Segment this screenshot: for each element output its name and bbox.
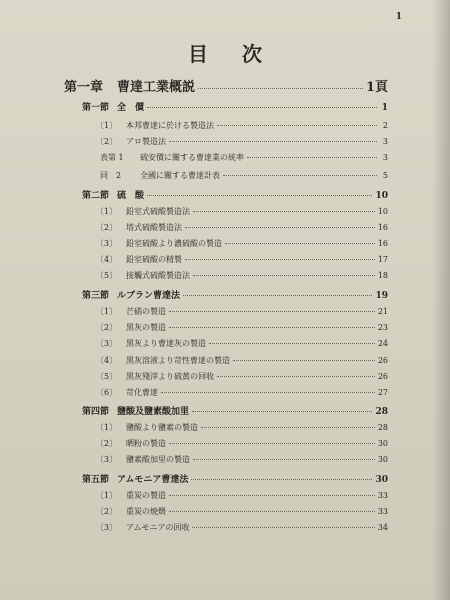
toc-entry-label: 苛化曹達 — [126, 388, 158, 397]
toc-entry-page: 1頁 — [365, 80, 388, 95]
toc-entry-item — [96, 506, 388, 517]
toc-entry-item — [96, 254, 388, 265]
dot-leader — [193, 275, 375, 276]
toc-entry-item — [96, 371, 388, 382]
toc-entry-number: 〔2〕 — [96, 137, 118, 146]
toc-entry-number: 〔1〕 — [96, 491, 118, 500]
toc-entry-item — [96, 222, 388, 233]
toc-entry-item — [96, 238, 388, 249]
toc-entry-label: 晒粉の製造 — [126, 439, 166, 448]
toc-entry-number: 〔1〕 — [96, 307, 118, 316]
toc-entry-label: 硫安價に關する曹達業の統率 — [140, 153, 244, 162]
toc-entry-number: 〔3〕 — [96, 523, 118, 532]
toc-entry-chapter — [64, 76, 388, 95]
toc-entry-page: 16 — [377, 239, 388, 248]
toc-entry-item — [96, 270, 388, 281]
toc-entry-label: ルブラン曹達法 — [117, 291, 181, 301]
dot-leader — [183, 295, 372, 296]
toc-entry-sub — [100, 170, 388, 181]
toc-entry-item — [96, 438, 388, 449]
dot-leader — [191, 479, 372, 480]
toc-entry-page: 3 — [382, 153, 388, 162]
toc-entry-item — [96, 422, 388, 433]
toc-entry-label: 黑灰殘滓より硫黃の回收 — [126, 372, 214, 381]
dot-leader — [192, 411, 372, 412]
toc-entry-page: 18 — [377, 271, 388, 280]
page-title: 目次 — [188, 42, 296, 66]
toc-entry-item — [96, 338, 388, 349]
page-edge-shadow — [432, 0, 450, 600]
toc-entry-number: 第二節 — [82, 191, 110, 201]
toc-entry-page: 33 — [377, 491, 388, 500]
toc-entry-number: 〔2〕 — [96, 439, 118, 448]
toc-entry-number: 〔3〕 — [96, 455, 118, 464]
toc-entry-number: 表第 1 — [100, 153, 124, 162]
toc-entry-page: 30 — [375, 475, 388, 485]
toc-entry-page: 26 — [377, 372, 388, 381]
toc-entry-number: 第一章 — [64, 80, 104, 95]
toc-entry-label: アムモニア曹達法 — [117, 475, 189, 485]
dot-leader — [217, 376, 375, 377]
toc-entry-page: 33 — [377, 507, 388, 516]
toc-entry-number: 〔2〕 — [96, 323, 118, 332]
toc-entry-label: 曹達工業概説 — [117, 80, 196, 95]
toc-entry-page: 26 — [377, 356, 388, 365]
toc-entry-page: 10 — [377, 207, 388, 216]
toc-entry-label: 全 價 — [117, 103, 145, 113]
toc-entry-number: 同 2 — [100, 171, 122, 180]
toc-entry-page: 28 — [377, 423, 388, 432]
toc-entry-number: 〔2〕 — [96, 223, 118, 232]
toc-entry-page: 30 — [377, 439, 388, 448]
toc-entry-page: 17 — [377, 255, 388, 264]
toc-entry-item — [96, 322, 388, 333]
toc-entry-label: 鹽酸より鹽素の製造 — [126, 423, 198, 432]
toc-entry-item — [96, 355, 388, 366]
toc-entry-label: アムモニアの回收 — [126, 523, 190, 532]
toc-entry-label: アロ製造法 — [126, 137, 166, 146]
dot-leader — [169, 141, 377, 142]
toc-entry-page: 30 — [377, 455, 388, 464]
toc-entry-page: 23 — [377, 323, 388, 332]
dot-leader — [161, 392, 375, 393]
toc-entry-section — [82, 404, 388, 417]
toc-entry-number: 〔1〕 — [96, 207, 118, 216]
toc-entry-label: 鉛室硫酸より濃硫酸の製造 — [126, 239, 222, 248]
toc-entry-label: 鉛室硫酸の精製 — [126, 255, 182, 264]
toc-entry-number: 〔5〕 — [96, 372, 118, 381]
toc-entry-section — [82, 288, 388, 301]
dot-leader — [225, 243, 375, 244]
toc-entry-label: 重炭の製造 — [126, 491, 166, 500]
toc-entry-label: 鹽酸及鹽素酸加里 — [117, 407, 190, 417]
toc-entry-page: 19 — [375, 291, 388, 301]
toc-entry-number: 〔1〕 — [96, 121, 118, 130]
dot-leader — [185, 227, 375, 228]
toc-entry-number: 第五節 — [82, 475, 110, 485]
toc-entry-item — [96, 120, 388, 131]
dot-leader — [223, 175, 377, 176]
toc-entry-page: 1 — [381, 103, 388, 113]
toc-entry-page: 24 — [377, 339, 388, 348]
toc-entry-section — [82, 100, 388, 113]
toc-entry-sub — [100, 152, 388, 163]
dot-leader — [198, 88, 363, 89]
dot-leader — [169, 443, 375, 444]
toc-entry-label: 黑灰より曹達灰の製造 — [126, 339, 206, 348]
toc-entry-label: 全國に關する曹達計表 — [140, 171, 220, 180]
toc-entry-page: 21 — [377, 307, 388, 316]
toc-entry-page: 2 — [382, 121, 388, 130]
dot-leader — [169, 495, 375, 496]
dot-leader — [192, 527, 374, 528]
dot-leader — [193, 459, 375, 460]
toc-entry-number: 第三節 — [82, 291, 110, 301]
toc-entry-label: 鉛室式硫酸製造法 — [126, 207, 190, 216]
toc-entry-page: 27 — [377, 388, 388, 397]
toc-entry-page: 5 — [382, 171, 388, 180]
toc-entry-number: 〔4〕 — [96, 356, 118, 365]
dot-leader — [147, 195, 372, 196]
toc-entry-label: 接觸式硫酸製造法 — [126, 271, 190, 280]
toc-entry-item — [96, 490, 388, 501]
toc-entry-label: 芒硝の製造 — [126, 307, 166, 316]
toc-entry-number: 〔2〕 — [96, 507, 118, 516]
page-number: 1 — [395, 12, 402, 22]
dot-leader — [233, 360, 375, 361]
toc-entry-number: 第一節 — [82, 103, 110, 113]
toc-entry-label: 黑灰溶液より苛性曹達の製造 — [126, 356, 230, 365]
toc-entry-item — [96, 387, 388, 398]
toc-entry-page: 16 — [377, 223, 388, 232]
toc-entry-item — [96, 136, 388, 147]
toc-entry-page: 34 — [377, 523, 388, 532]
toc-entry-number: 〔1〕 — [96, 423, 118, 432]
dot-leader — [247, 157, 377, 158]
toc-entry-number: 〔4〕 — [96, 255, 118, 264]
dot-leader — [185, 259, 375, 260]
toc-entry-item — [96, 206, 388, 217]
toc-entry-page: 3 — [382, 137, 388, 146]
toc-entry-item — [96, 306, 388, 317]
dot-leader — [169, 327, 375, 328]
dot-leader — [217, 125, 377, 126]
dot-leader — [169, 311, 375, 312]
toc-entry-label: 重炭の焼燬 — [126, 507, 166, 516]
toc-entry-item — [96, 454, 388, 465]
dot-leader — [193, 211, 375, 212]
toc-entry-label: 本邦曹達に於ける製造法 — [126, 121, 214, 130]
toc-entry-number: 〔5〕 — [96, 271, 118, 280]
dot-leader — [209, 343, 375, 344]
toc-entry-page: 28 — [375, 407, 388, 417]
toc-entry-section — [82, 188, 388, 201]
toc-entry-item — [96, 522, 388, 533]
dot-leader — [147, 107, 377, 108]
toc-entry-number: 〔3〕 — [96, 239, 118, 248]
toc-entry-label: 塔式硫酸製造法 — [126, 223, 182, 232]
toc-entry-label: 硫 酸 — [117, 191, 145, 201]
dot-leader — [201, 427, 375, 428]
toc-entry-label: 鹽素酸加里の製造 — [126, 455, 190, 464]
dot-leader — [169, 511, 375, 512]
toc-entry-number: 〔6〕 — [96, 388, 118, 397]
toc-entry-number: 〔3〕 — [96, 339, 118, 348]
toc-entry-page: 10 — [375, 191, 388, 201]
toc-entry-section — [82, 472, 388, 485]
toc-entry-number: 第四節 — [82, 407, 110, 417]
toc-entry-label: 黑灰の製造 — [126, 323, 166, 332]
